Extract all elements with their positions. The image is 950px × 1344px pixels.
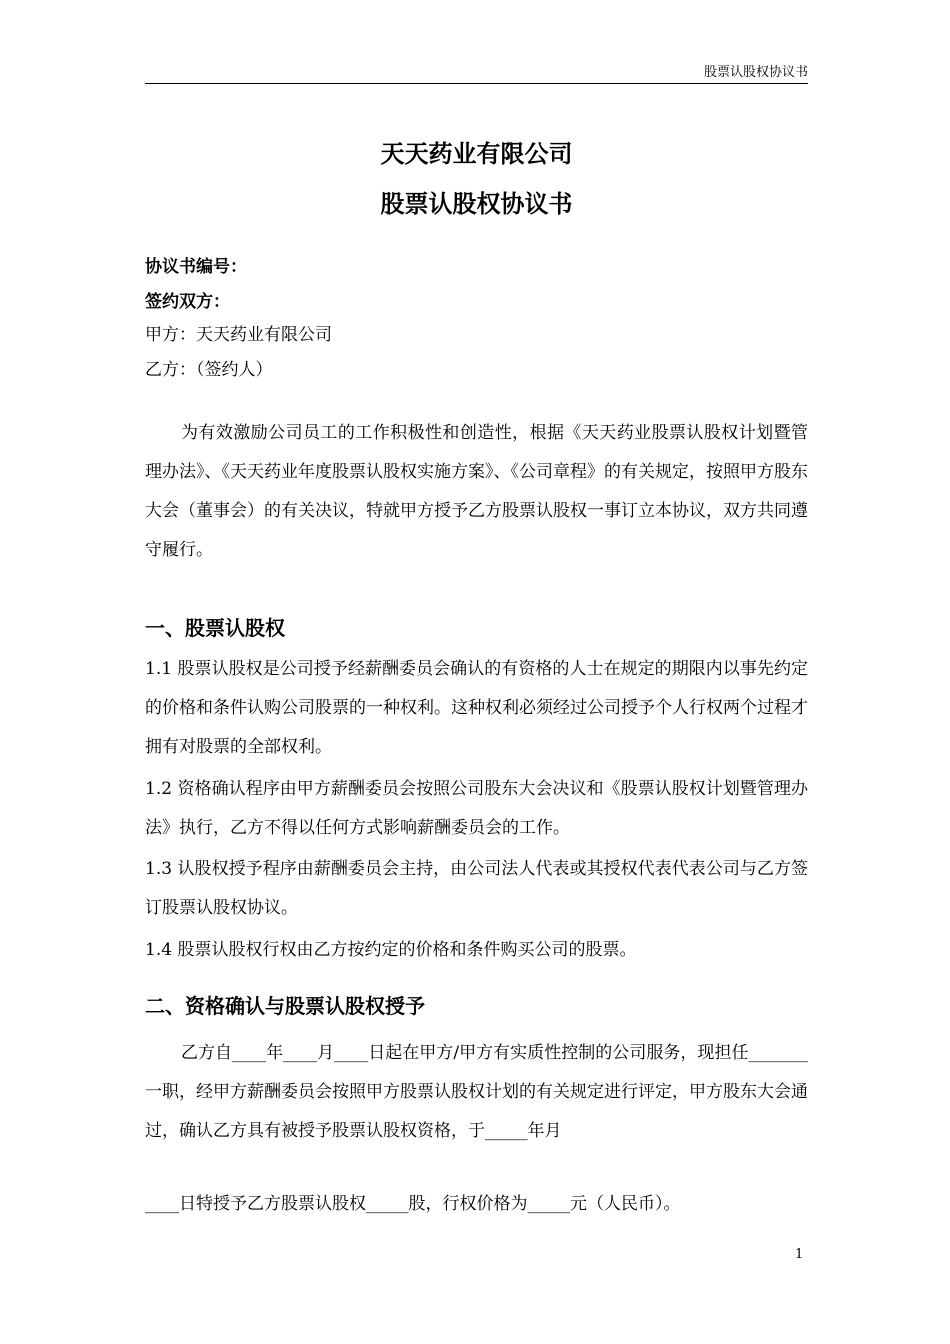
parties-label: 签约双方： <box>145 292 230 312</box>
agreement-number-label: 协议书编号： <box>145 257 247 277</box>
section-1-heading: 一、股票认股权 <box>145 616 285 640</box>
document-title: 股票认股权协议书 <box>380 190 573 218</box>
section-2-heading: 二、资格确认与股票认股权授予 <box>145 994 425 1018</box>
party-a: 甲方：天天药业有限公司 <box>145 325 332 345</box>
clause-1-1: 1.1 股票认股权是公司授予经薪酬委员会确认的有资格的人士在规定的期限内以事先约定的价格和条件认购公司股票的一种权利。这种权利必须经过公司授予个人行权两个过程才拥有对股票的全部权利。 <box>145 659 808 757</box>
company-title: 天天药业有限公司 <box>380 140 573 168</box>
clause-1-3: 1.3 认股权授予程序由薪酬委员会主持，由公司法人代表或其授权代表代表公司与乙方签订股票认股权协议。 <box>145 859 808 918</box>
page-number: 1 <box>795 1247 804 1262</box>
clause-1-4: 1.4 股票认股权行权由乙方按约定的价格和条件购买公司的股票。 <box>145 940 637 960</box>
clause-1-2: 1.2 资格确认程序由甲方薪酬委员会按照公司股东大会决议和《股票认股权计划暨管理办法》执行，乙方不得以任何方式影响薪酬委员会的工作。 <box>145 779 808 838</box>
section-2-paragraph: 乙方自____年____月____日起在甲方/甲方有实质性控制的公司服务，现担任_______一职，经甲方薪酬委员会按照甲方股票认股权计划的有关规定进行评定，甲方股东大会通过，确认乙方具有被授予股票认股权资格，于_____年月 <box>145 1043 808 1141</box>
section-2-grant-line: ____日特授予乙方股票认股权_____股，行权价格为_____元（人民币）。 <box>145 1194 681 1214</box>
preamble-paragraph: 为有效激励公司员工的工作积极性和创造性，根据《天天药业股票认股权计划暨管理办法》、《天天药业年度股票认股权实施方案》、《公司章程》的有关规定，按照甲方股东大会（董事会）的有关决议，特就甲方授予乙方股票认股权一事订立本协议，双方共同遵守履行。 <box>145 423 808 560</box>
party-b: 乙方：（签约人） <box>145 360 273 380</box>
running-header: 股票认股权协议书 <box>145 62 808 84</box>
